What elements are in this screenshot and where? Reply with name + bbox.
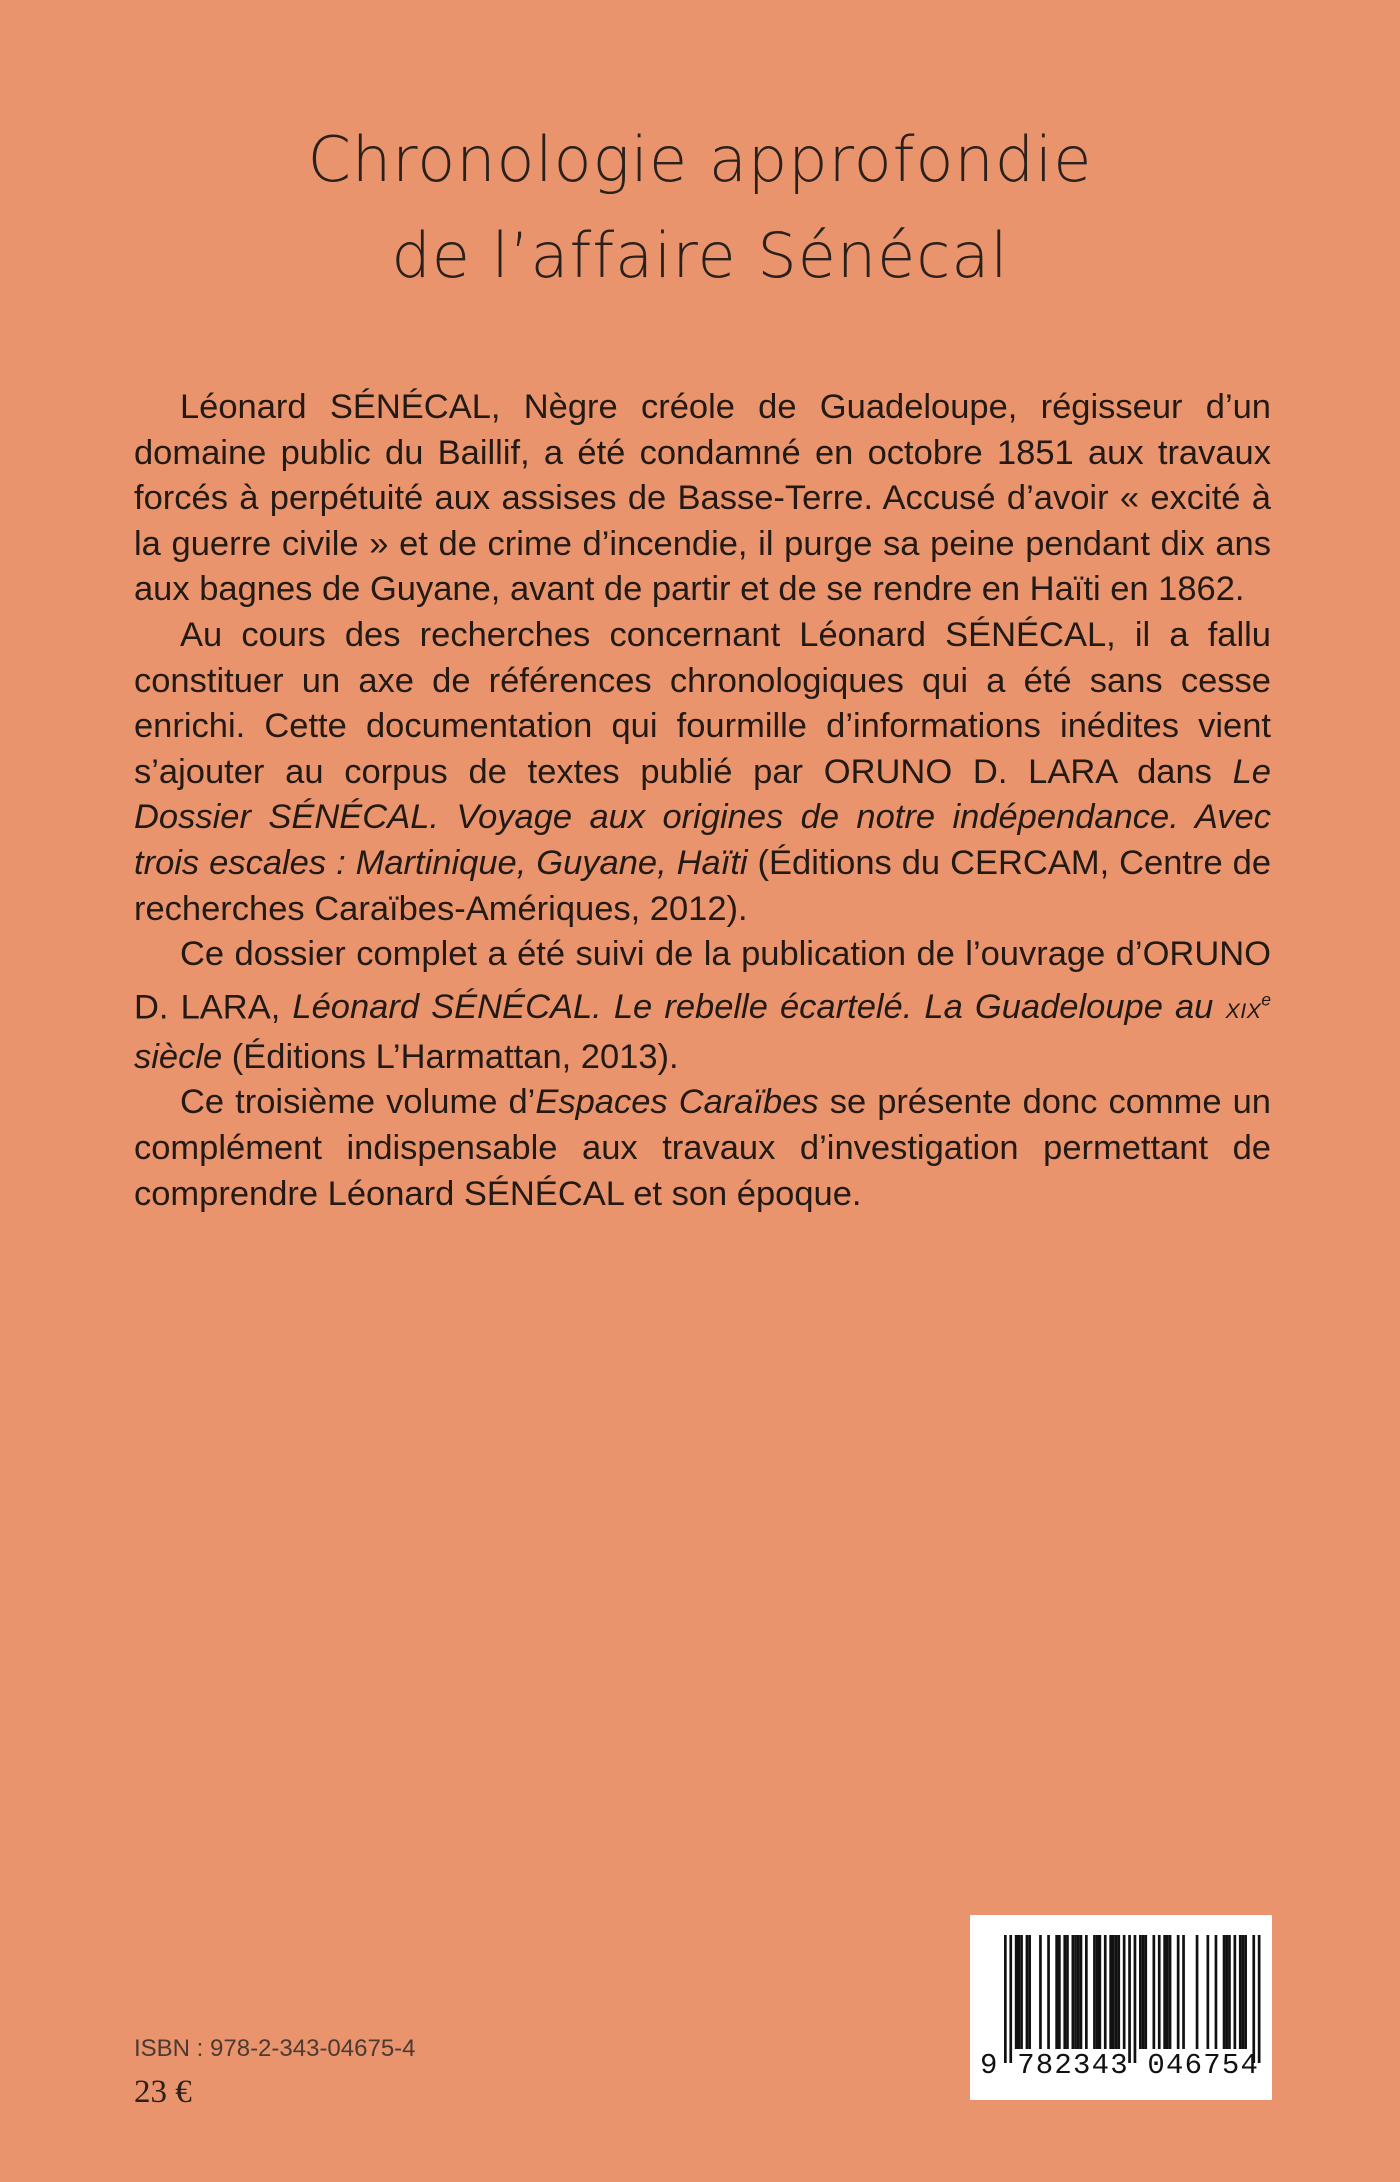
barcode-bar [1244, 1935, 1247, 2049]
paragraph-2-text-c: (Éditions du CERCAM, Centre de recherches Caraïbes-Amériques, 2012). [134, 843, 1272, 928]
barcode-bar [1112, 1935, 1115, 2049]
barcode-guard-bar [1258, 1935, 1261, 2063]
title-line-1: Chronologie approfondie [307, 123, 1093, 196]
barcode-bar [1020, 1935, 1023, 2049]
barcode-bar [1144, 1935, 1147, 2049]
isbn-label: ISBN : 978-2-343-04675-4 [134, 2035, 416, 2062]
barcode-bar [1163, 1935, 1166, 2049]
barcode-guard-bar [1004, 1935, 1007, 2063]
barcode-bar [1177, 1935, 1180, 2049]
barcode-digits: 9 782343 046754 [980, 2049, 1260, 2082]
barcode-bar [1072, 1935, 1075, 2049]
paragraph-2-text-a: Au cours des recherches concernant Léonard SÉNÉCAL, il a fallu constituer un axe de références chronologiques qui a été sans cesse enrichi. Cette documentation qui fourmille d’informations inédites vient s’ajouter au corpus de textes publié par ORUNO D. LARA dans [134, 615, 1271, 791]
century-word: siècle [134, 1037, 223, 1076]
barcode-bar [1074, 1935, 1077, 2049]
paragraph-4-text-c: se présente donc comme un complément indispensable aux travaux d’investigation permettant de comprendre Léonard SÉNÉCAL et son époque. [134, 1083, 1271, 1213]
series-title: Espaces Caraïbes [535, 1083, 819, 1122]
barcode-bar [1169, 1935, 1172, 2049]
barcode-bar [1239, 1935, 1242, 2049]
barcode-bar [1063, 1935, 1066, 2049]
barcode-guard-bar [1009, 1935, 1012, 2063]
barcode-bar [1096, 1935, 1099, 2049]
barcode-bar [1153, 1935, 1156, 2049]
barcode [970, 1915, 1272, 2100]
paragraph-2 [134, 613, 1271, 932]
dossier-book-title: Le Dossier SÉNÉCAL. Voyage aux origines de notre indépendance. Avec trois escales : Martinique, Guyane, Haïti [134, 752, 1271, 882]
barcode-guard-bar [1128, 1935, 1131, 2063]
barcode-bar [1115, 1935, 1118, 2049]
barcode-bar [1099, 1935, 1102, 2049]
barcode-guard-bar [1252, 1935, 1255, 2063]
paragraph-3-text-a: Ce dossier complet a été suivi de la publication de l’ouvrage d’ORUNO D. LARA, [134, 935, 1271, 1027]
century-superscript: e [1261, 989, 1271, 1010]
barcode-bar [1158, 1935, 1161, 2049]
barcode-bar [1085, 1935, 1088, 2049]
barcode-bar [1142, 1935, 1145, 2049]
barcode-bar [1223, 1935, 1226, 2049]
paragraph-4 [134, 1080, 1271, 1217]
barcode-bar [1117, 1935, 1120, 2049]
century-numeral: XIX [1225, 999, 1262, 1024]
title-line-2: de l’affaire Sénécal [391, 219, 1009, 292]
barcode-bar [1080, 1935, 1083, 2049]
barcode-bar [1234, 1935, 1237, 2049]
paragraph-3-text-d: (Éditions L’Harmattan, 2013). [222, 1037, 679, 1076]
barcode-bar [1139, 1935, 1142, 2049]
barcode-bar [1123, 1935, 1126, 2049]
barcode-bar [1018, 1935, 1021, 2049]
barcode-bar [1196, 1935, 1199, 2049]
paragraph-4-text-a: Ce troisième volume d’ [180, 1083, 536, 1122]
barcode-bar [1047, 1935, 1050, 2049]
barcode-bar [1028, 1935, 1031, 2049]
back-cover-blurb [134, 385, 1271, 1217]
barcode-bar [1228, 1935, 1231, 2049]
barcode-bar [1039, 1935, 1042, 2049]
rebelle-title-text: Léonard SÉNÉCAL. Le rebelle écartelé. La Guadeloupe au [292, 988, 1226, 1027]
paragraph-3 [134, 932, 1271, 1080]
barcode-bar [1058, 1935, 1061, 2049]
barcode-bar [1109, 1935, 1112, 2049]
barcode-bar [1225, 1935, 1228, 2049]
paragraph-1: Léonard SÉNÉCAL, Nègre créole de Guadeloupe, régisseur d’un domaine public du Baillif, a été condamné en octobre 1851 aux travaux forcés à perpétuité aux assises de Basse-Terre. Accusé d’avoir « excité à la guerre civile » et de crime d’incendie, il purge sa peine pendant dix ans aux bagnes de Guyane, avant de partir et de se rendre en Haïti en 1862. [134, 388, 1271, 609]
barcode-bar [1215, 1935, 1218, 2049]
barcode-bar [1104, 1935, 1107, 2049]
barcode-bar [1242, 1935, 1245, 2049]
barcode-bar [1055, 1935, 1058, 2049]
barcode-bar [1093, 1935, 1096, 2049]
barcode-bar [1015, 1935, 1018, 2049]
barcode-bar [1066, 1935, 1069, 2049]
price-label: 23 € [134, 2074, 192, 2110]
barcode-bar [1166, 1935, 1169, 2049]
barcode-bar [1026, 1935, 1029, 2049]
barcode-bar [1077, 1935, 1080, 2049]
barcode-guard-bar [1134, 1935, 1137, 2063]
barcode-bar [1182, 1935, 1185, 2049]
book-title [0, 112, 1400, 304]
barcode-bar [1207, 1935, 1210, 2049]
